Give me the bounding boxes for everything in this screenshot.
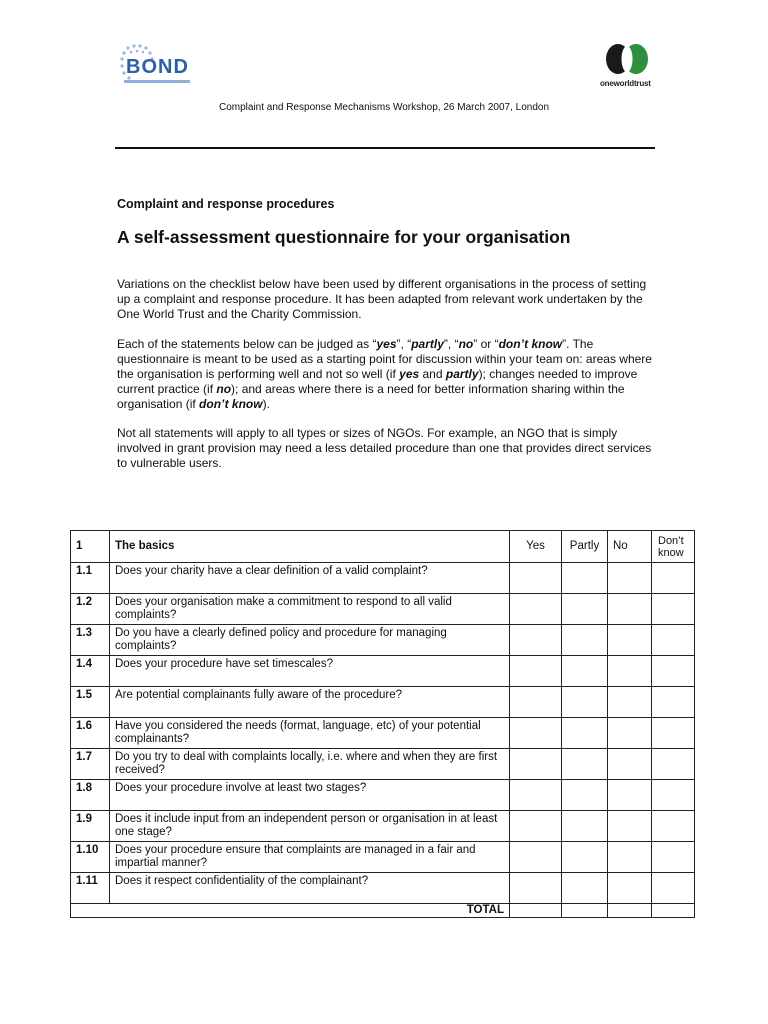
answer-dont-know-cell[interactable]	[652, 749, 695, 780]
table-row	[71, 594, 695, 625]
bond-logo-text: BOND	[126, 56, 189, 78]
self-assessment-table	[70, 530, 695, 918]
table-row	[71, 625, 695, 656]
answer-no-cell[interactable]	[608, 811, 652, 842]
answer-dont-know-cell[interactable]	[652, 594, 695, 625]
question-number: 1.4	[71, 656, 110, 687]
question-number: 1.11	[71, 873, 110, 904]
column-partly: Partly	[562, 531, 608, 563]
question-text: Does your procedure ensure that complaints are managed in a fair and impartial manner?	[110, 842, 510, 873]
total-dont-know-cell[interactable]	[652, 904, 695, 918]
question-text: Does it respect confidentiality of the complainant?	[110, 873, 510, 904]
answer-dont-know-cell[interactable]	[652, 687, 695, 718]
answer-dont-know-cell[interactable]	[652, 873, 695, 904]
answer-no-cell[interactable]	[608, 656, 652, 687]
answer-yes-cell[interactable]	[510, 842, 562, 873]
total-yes-cell[interactable]	[510, 904, 562, 918]
answer-partly-cell[interactable]	[562, 718, 608, 749]
answer-dont-know-cell[interactable]	[652, 780, 695, 811]
table-row	[71, 749, 695, 780]
answer-partly-cell[interactable]	[562, 749, 608, 780]
answer-yes-cell[interactable]	[510, 563, 562, 594]
answer-partly-cell[interactable]	[562, 873, 608, 904]
total-partly-cell[interactable]	[562, 904, 608, 918]
instructions-paragraph: Each of the statements below can be judged as “yes”, “partly”, “no” or “don’t know”. The questionnaire is meant to be used as a starting point for discussion within your team on: areas where the organisation is performing well and not so well (if yes and partly); changes needed to improve current practice (if no); and areas where there is a need for better information sharing within the organisation (if don’t know).	[117, 337, 652, 411]
workshop-header-line: Complaint and Response Mechanisms Workshop, 26 March 2007, London	[219, 102, 549, 113]
answer-dont-know-cell[interactable]	[652, 625, 695, 656]
table-row	[71, 656, 695, 687]
answer-no-cell[interactable]	[608, 749, 652, 780]
section-title: The basics	[110, 531, 510, 563]
total-label: TOTAL	[71, 904, 510, 918]
answer-yes-cell[interactable]	[510, 718, 562, 749]
answer-dont-know-cell[interactable]	[652, 718, 695, 749]
answer-no-cell[interactable]	[608, 687, 652, 718]
question-number: 1.6	[71, 718, 110, 749]
question-text: Does your procedure involve at least two stages?	[110, 780, 510, 811]
answer-yes-cell[interactable]	[510, 780, 562, 811]
answer-dont-know-cell[interactable]	[652, 656, 695, 687]
table-row	[71, 687, 695, 718]
question-text: Do you try to deal with complaints locally, i.e. where and when they are first received?	[110, 749, 510, 780]
table-row	[71, 842, 695, 873]
answer-yes-cell[interactable]	[510, 749, 562, 780]
answer-yes-cell[interactable]	[510, 687, 562, 718]
answer-no-cell[interactable]	[608, 563, 652, 594]
page-title: A self-assessment questionnaire for your organisation	[117, 227, 571, 247]
table-row	[71, 811, 695, 842]
table-row	[71, 718, 695, 749]
answer-partly-cell[interactable]	[562, 656, 608, 687]
answer-partly-cell[interactable]	[562, 563, 608, 594]
bond-logo-underline	[124, 80, 190, 83]
question-number: 1.7	[71, 749, 110, 780]
answer-yes-cell[interactable]	[510, 594, 562, 625]
question-number: 1.9	[71, 811, 110, 842]
yes-term: yes	[376, 337, 397, 351]
oneworldtrust-logo-text: oneworldtrust	[600, 79, 651, 88]
table-header-row	[71, 531, 695, 563]
question-number: 1.10	[71, 842, 110, 873]
answer-no-cell[interactable]	[608, 718, 652, 749]
question-text: Does your procedure have set timescales?	[110, 656, 510, 687]
table-row	[71, 873, 695, 904]
oneworldtrust-mark-icon	[600, 42, 660, 78]
section-subtitle: Complaint and response procedures	[117, 197, 335, 211]
answer-partly-cell[interactable]	[562, 842, 608, 873]
answer-no-cell[interactable]	[608, 842, 652, 873]
answer-no-cell[interactable]	[608, 780, 652, 811]
answer-partly-cell[interactable]	[562, 780, 608, 811]
answer-dont-know-cell[interactable]	[652, 811, 695, 842]
header-divider	[115, 147, 655, 149]
question-number: 1.3	[71, 625, 110, 656]
column-dont-know: Don’t know	[652, 531, 695, 563]
intro-paragraph: Variations on the checklist below have been used by different organisations in the process of setting up a complaint and response procedure. It has been adapted from relevant work undertaken by the One World Trust and the Charity Commission.	[117, 277, 647, 321]
question-number: 1.5	[71, 687, 110, 718]
answer-no-cell[interactable]	[608, 625, 652, 656]
answer-partly-cell[interactable]	[562, 687, 608, 718]
answer-yes-cell[interactable]	[510, 811, 562, 842]
answer-partly-cell[interactable]	[562, 625, 608, 656]
question-text: Does it include input from an independent person or organisation in at least one stage?	[110, 811, 510, 842]
total-no-cell[interactable]	[608, 904, 652, 918]
no-term: no	[458, 337, 474, 351]
column-yes: Yes	[510, 531, 562, 563]
question-number: 1.1	[71, 563, 110, 594]
answer-no-cell[interactable]	[608, 594, 652, 625]
table-row	[71, 563, 695, 594]
question-number: 1.2	[71, 594, 110, 625]
answer-dont-know-cell[interactable]	[652, 842, 695, 873]
question-text: Do you have a clearly defined policy and procedure for managing complaints?	[110, 625, 510, 656]
dont-know-term: don’t know	[498, 337, 563, 351]
question-text: Are potential complainants fully aware of the procedure?	[110, 687, 510, 718]
total-row	[71, 904, 695, 918]
question-text: Have you considered the needs (format, language, etc) of your potential complainants?	[110, 718, 510, 749]
oneworldtrust-logo	[600, 42, 660, 90]
answer-no-cell[interactable]	[608, 873, 652, 904]
section-number: 1	[71, 531, 110, 563]
answer-partly-cell[interactable]	[562, 811, 608, 842]
table-row	[71, 780, 695, 811]
question-number: 1.8	[71, 780, 110, 811]
answer-dont-know-cell[interactable]	[652, 563, 695, 594]
answer-yes-cell[interactable]	[510, 873, 562, 904]
question-text: Does your organisation make a commitment to respond to all valid complaints?	[110, 594, 510, 625]
partly-term: partly	[411, 337, 444, 351]
answer-yes-cell[interactable]	[510, 625, 562, 656]
answer-partly-cell[interactable]	[562, 594, 608, 625]
column-no: No	[608, 531, 652, 563]
answer-yes-cell[interactable]	[510, 656, 562, 687]
bond-logo	[116, 42, 196, 86]
scope-paragraph: Not all statements will apply to all types or sizes of NGOs. For example, an NGO that is simply involved in grant provision may need a less detailed procedure than one that provides direct services to vulnerable users.	[117, 426, 652, 470]
question-text: Does your charity have a clear definition of a valid complaint?	[110, 563, 510, 594]
